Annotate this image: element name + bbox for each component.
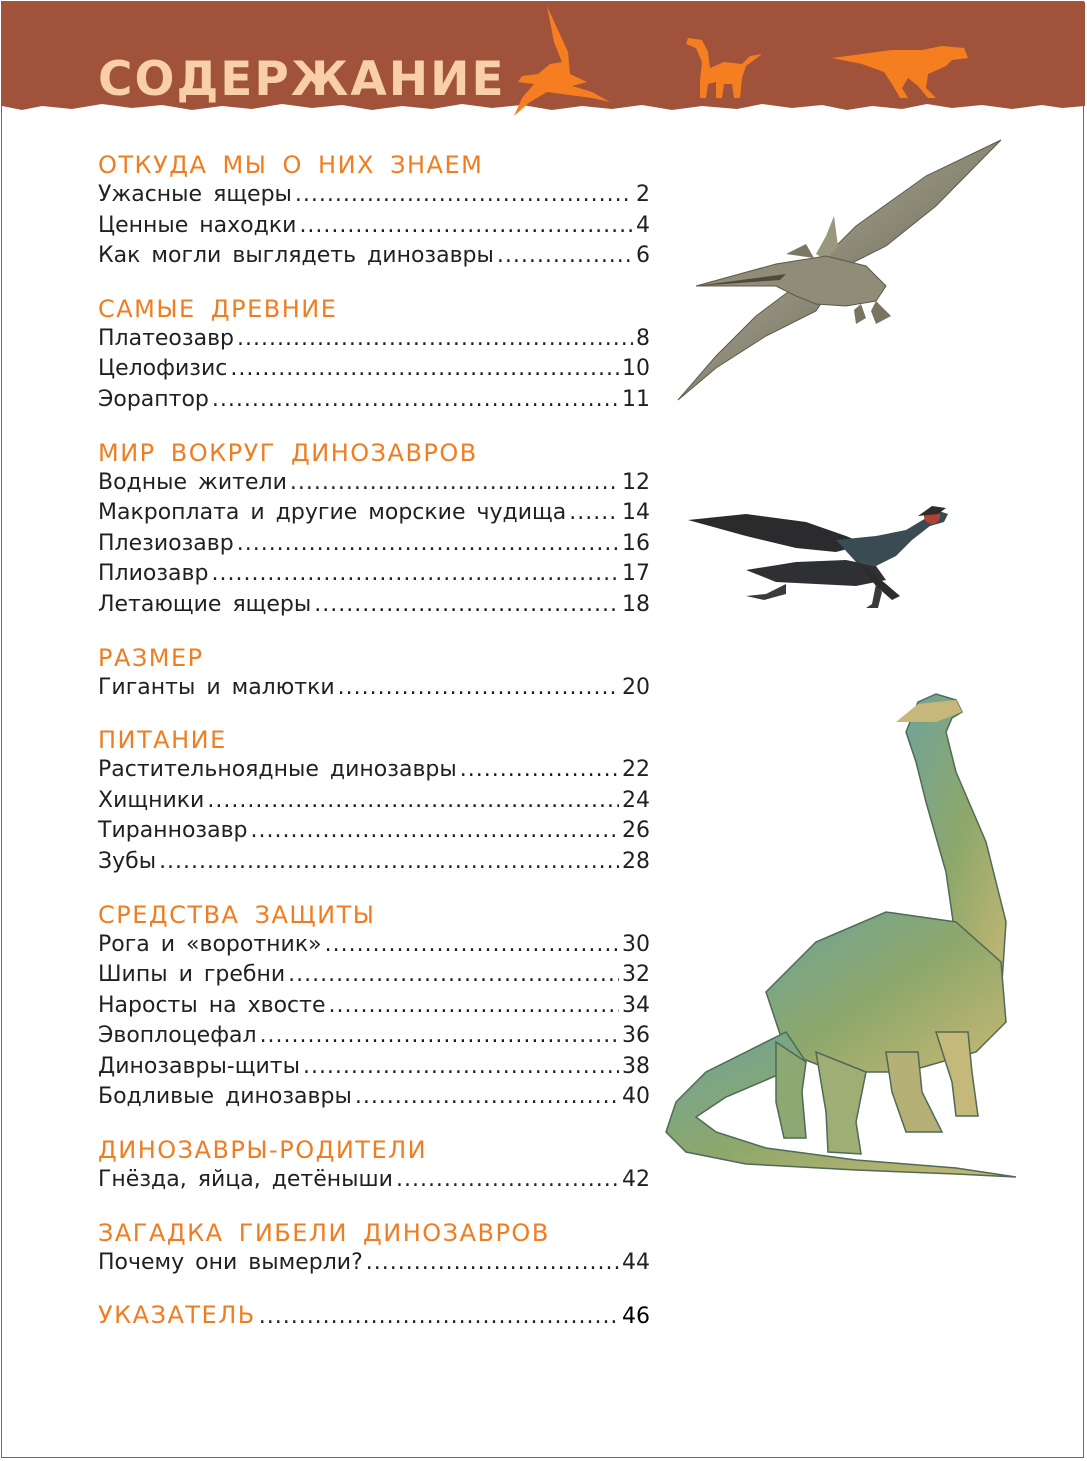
sauropod-illustration [656, 692, 1026, 1192]
index-label: УКАЗАТЕЛЬ [98, 1301, 256, 1330]
toc-entry[interactable] [98, 1082, 650, 1113]
toc-entry[interactable] [98, 468, 650, 499]
toc-entry[interactable] [98, 354, 650, 385]
entry-page-number: 40 [622, 1084, 650, 1110]
entry-page-number: 14 [622, 500, 650, 526]
section-title: ДИНОЗАВРЫ-РОДИТЕЛИ [98, 1136, 428, 1165]
entry-page-number: 12 [622, 469, 650, 495]
dot-leader [230, 354, 619, 385]
entry-label: Хищники [98, 787, 205, 813]
entry-label: Гнёзда, яйца, детёныши [98, 1167, 393, 1193]
entry-page-number: 44 [622, 1249, 650, 1275]
dot-leader [396, 1165, 619, 1196]
index-page-number: 46 [622, 1304, 650, 1330]
toc-entry[interactable] [98, 590, 650, 621]
entry-label: Ужасные ящеры [98, 182, 292, 207]
toc-entry[interactable] [98, 1248, 650, 1279]
section-title: СРЕДСТВА ЗАЩИТЫ [98, 900, 376, 929]
dot-leader [295, 180, 633, 211]
dot-leader [290, 468, 619, 499]
entry-page-number: 17 [622, 561, 650, 587]
dot-leader [303, 1052, 619, 1083]
section-title: ЗАГАДКА ГИБЕЛИ ДИНОЗАВРОВ [98, 1218, 550, 1247]
page-title: СОДЕРЖАНИЕ [98, 52, 506, 107]
dot-leader [338, 673, 619, 704]
entry-label: Целофизис [98, 356, 228, 382]
toc-entry[interactable] [98, 241, 650, 272]
entry-label: Тираннозавр [98, 818, 248, 844]
dot-leader [299, 211, 633, 242]
entry-label: Макроплата и другие морские чудища [98, 500, 567, 526]
header-band [2, 2, 1085, 122]
entry-page-number: 20 [622, 674, 650, 700]
toc-entry[interactable] [98, 1052, 650, 1083]
toc-entry[interactable] [98, 180, 650, 211]
entry-label: Динозавры-щиты [98, 1053, 300, 1079]
section-title: МИР ВОКРУГ ДИНОЗАВРОВ [98, 438, 478, 467]
toc-section [98, 438, 650, 621]
dot-leader [237, 529, 619, 560]
toc-entry[interactable] [98, 498, 650, 529]
entry-label: Зубы [98, 848, 157, 874]
toc-section [98, 150, 650, 272]
toc-section [98, 1218, 650, 1279]
entry-label: Почему они вымерли? [98, 1249, 363, 1275]
toc-entry[interactable] [98, 559, 650, 590]
entry-page-number: 18 [622, 591, 650, 617]
dot-leader [159, 847, 619, 878]
section-title: ОТКУДА МЫ О НИХ ЗНАЕМ [98, 151, 484, 179]
entry-page-number: 22 [622, 757, 650, 783]
dot-leader [260, 1021, 619, 1052]
toc-entry[interactable] [98, 385, 650, 416]
toc-section [98, 725, 650, 877]
index-entry[interactable] [98, 1300, 650, 1332]
entry-label: Ценные находки [98, 212, 297, 238]
toc-entry[interactable] [98, 847, 650, 878]
entry-page-number: 6 [636, 243, 650, 269]
toc-entry[interactable] [98, 324, 650, 355]
entry-label: Плиозавр [98, 561, 209, 587]
dot-leader [328, 991, 619, 1022]
toc-entry[interactable] [98, 211, 650, 242]
entry-page-number: 42 [622, 1167, 650, 1193]
table-of-contents [98, 150, 650, 1332]
entry-page-number: 32 [622, 962, 650, 988]
entry-label: Эораптор [98, 386, 209, 412]
entry-page-number: 8 [636, 325, 650, 351]
entry-label: Летающие ящеры [98, 591, 312, 617]
entry-page-number: 10 [622, 356, 650, 382]
entry-page-number: 24 [622, 787, 650, 813]
toc-entry[interactable] [98, 816, 650, 847]
dot-leader [314, 590, 619, 621]
entry-label: Как могли выглядеть динозавры [98, 243, 494, 269]
dot-leader [237, 324, 633, 355]
dot-leader [288, 960, 619, 991]
toc-entry[interactable] [98, 991, 650, 1022]
toc-entry[interactable] [98, 529, 650, 560]
entry-page-number: 34 [622, 992, 650, 1018]
entry-label: Водные жители [98, 469, 287, 495]
entry-page-number: 16 [622, 530, 650, 556]
toc-entry[interactable] [98, 1165, 650, 1196]
toc-entry[interactable] [98, 755, 650, 786]
dot-leader [207, 786, 619, 817]
dot-leader [325, 930, 619, 961]
dot-leader [212, 385, 619, 416]
entry-label: Гиганты и малютки [98, 674, 335, 700]
toc-section [98, 900, 650, 1114]
dot-leader [251, 816, 619, 847]
toc-entry[interactable] [98, 673, 650, 704]
entry-label: Эвоплоцефал [98, 1023, 257, 1049]
toc-section [98, 1135, 650, 1196]
entry-page-number: 28 [622, 848, 650, 874]
dot-leader [497, 241, 633, 272]
entry-page-number: 36 [622, 1023, 650, 1049]
feathered-dinosaur-illustration [686, 500, 956, 615]
section-title: САМЫЕ ДРЕВНИЕ [98, 294, 338, 323]
dot-leader [366, 1248, 619, 1279]
entry-page-number: 38 [622, 1053, 650, 1079]
dot-leader [211, 559, 619, 590]
toc-entry[interactable] [98, 1021, 650, 1052]
entry-page-number: 30 [622, 931, 650, 957]
entry-page-number: 4 [636, 212, 650, 238]
dot-leader [259, 1302, 619, 1332]
entry-page-number: 2 [636, 182, 650, 207]
section-title: ПИТАНИЕ [98, 726, 227, 755]
toc-entry[interactable] [98, 786, 650, 817]
entry-label: Рога и «воротник» [98, 931, 322, 957]
dot-leader [569, 498, 619, 529]
entry-label: Растительноядные динозавры [98, 757, 457, 783]
entry-label: Платеозавр [98, 325, 235, 351]
toc-section [98, 294, 650, 416]
entry-page-number: 11 [622, 386, 650, 412]
pterodactyl-illustration [676, 136, 1006, 406]
entry-label: Шипы и гребни [98, 962, 286, 988]
entry-label: Бодливые динозавры [98, 1084, 352, 1110]
dot-leader [460, 755, 619, 786]
entry-label: Наросты на хвосте [98, 992, 326, 1018]
dot-leader [355, 1082, 619, 1113]
toc-entry[interactable] [98, 960, 650, 991]
toc-entry[interactable] [98, 930, 650, 961]
section-title: РАЗМЕР [98, 643, 204, 672]
entry-label: Плезиозавр [98, 530, 234, 556]
entry-page-number: 26 [622, 818, 650, 844]
toc-section [98, 643, 650, 704]
